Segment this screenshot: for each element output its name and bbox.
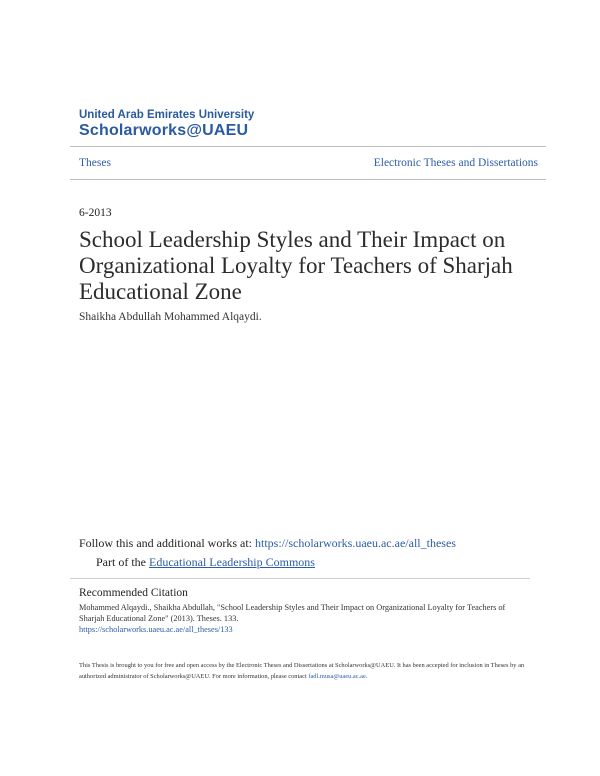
publication-date: 6-2013	[79, 207, 112, 219]
contact-email-link[interactable]: fadl.musa@uaeu.ac.ae	[308, 673, 366, 680]
part-of-label: Part of the	[96, 555, 149, 569]
citation-heading: Recommended Citation	[79, 587, 188, 599]
commons-link[interactable]: Educational Leadership Commons	[149, 555, 315, 569]
theses-link[interactable]: Theses	[79, 157, 111, 169]
author-name: Shaikha Abdullah Mohammed Alqaydi.	[79, 311, 262, 323]
citation-divider	[70, 578, 530, 579]
etd-link[interactable]: Electronic Theses and Dissertations	[373, 157, 538, 169]
document-title: School Leadership Styles and Their Impact on Organizational Loyalty for Teachers of Sharjah Educational Zone	[79, 227, 513, 304]
nav-divider	[70, 179, 546, 180]
institution-name: United Arab Emirates University	[79, 109, 255, 121]
citation-url-link[interactable]: https://scholarworks.uaeu.ac.ae/all_theses/133	[79, 625, 233, 634]
citation-text: Mohammed Alqaydi., Shaikha Abdullah, "School Leadership Styles and Their Impact on Organizational Loyalty for Teachers of Sharjah Educational Zone" (2013). Theses. 133.	[79, 603, 506, 623]
header-divider	[70, 146, 546, 147]
follow-line	[79, 536, 456, 551]
follow-url-link[interactable]: https://scholarworks.uaeu.ac.ae/all_theses	[255, 536, 456, 550]
citation-block	[79, 602, 529, 635]
repository-name[interactable]: Scholarworks@UAEU	[79, 122, 249, 139]
follow-label: Follow this and additional works at:	[79, 536, 255, 550]
footer-notice	[79, 660, 534, 682]
footer-end: .	[365, 673, 368, 680]
footer-text: This Thesis is brought to you for free and open access by the Electronic Theses and Dissertations at Scholarworks@UAEU. It has been accepted for inclusion in Theses by an authorized administrator of Scholarworks@UAEU. For more information, please contact	[79, 662, 525, 680]
part-of-line	[96, 555, 315, 570]
